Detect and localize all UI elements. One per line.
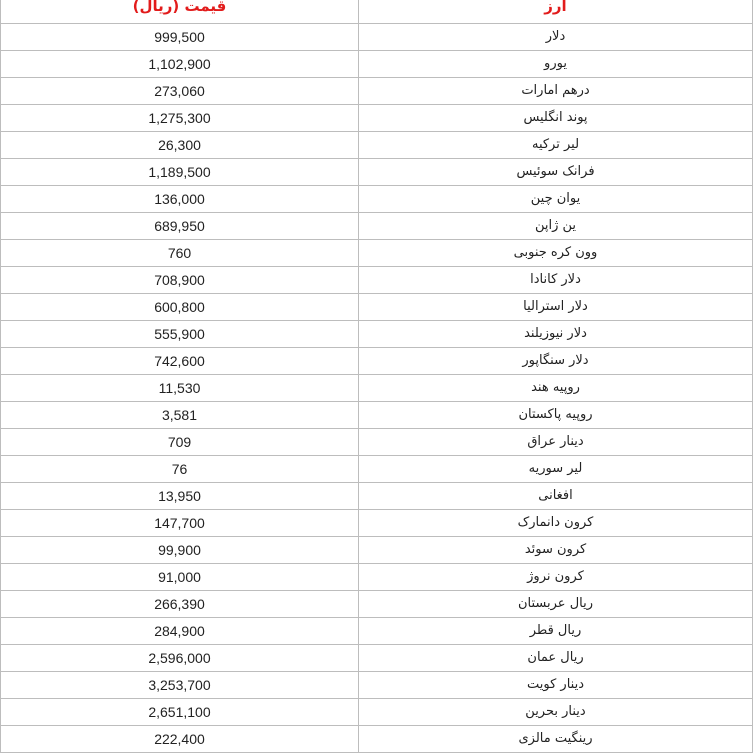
price-cell: 26,300 (1, 132, 359, 159)
currency-cell: فرانک سوئیس (359, 159, 753, 186)
table-row (1, 24, 753, 51)
price-cell: 2,596,000 (1, 645, 359, 672)
table-row (1, 618, 753, 645)
currency-cell: کرون دانمارک (359, 510, 753, 537)
price-cell: 3,581 (1, 402, 359, 429)
table-row (1, 699, 753, 726)
table-row (1, 321, 753, 348)
table-header-row (1, 0, 753, 24)
header-currency: ارز (359, 0, 753, 24)
currency-cell: رینگیت مالزی (359, 726, 753, 753)
price-cell: 99,900 (1, 537, 359, 564)
currency-cell: پوند انگلیس (359, 105, 753, 132)
currency-cell: دینار بحرین (359, 699, 753, 726)
table-row (1, 726, 753, 753)
table-row (1, 564, 753, 591)
table-row (1, 591, 753, 618)
table-row (1, 267, 753, 294)
currency-cell: ریال عمان (359, 645, 753, 672)
price-cell: 266,390 (1, 591, 359, 618)
price-cell: 273,060 (1, 78, 359, 105)
price-cell: 709 (1, 429, 359, 456)
price-cell: 11,530 (1, 375, 359, 402)
price-cell: 708,900 (1, 267, 359, 294)
currency-cell: وون کره جنوبی (359, 240, 753, 267)
table-row (1, 78, 753, 105)
currency-cell: درهم امارات (359, 78, 753, 105)
table-row (1, 213, 753, 240)
currency-cell: دینار عراق (359, 429, 753, 456)
currency-cell: دلار سنگاپور (359, 348, 753, 375)
currency-cell: دلار کانادا (359, 267, 753, 294)
price-cell: 555,900 (1, 321, 359, 348)
currency-cell: ریال عربستان (359, 591, 753, 618)
price-cell: 284,900 (1, 618, 359, 645)
currency-cell: ین ژاپن (359, 213, 753, 240)
currency-cell: کرون نروژ (359, 564, 753, 591)
currency-cell: دینار کویت (359, 672, 753, 699)
table-row (1, 159, 753, 186)
price-cell: 742,600 (1, 348, 359, 375)
table-row (1, 402, 753, 429)
table-row (1, 375, 753, 402)
table-row (1, 456, 753, 483)
table-row (1, 672, 753, 699)
price-cell: 999,500 (1, 24, 359, 51)
currency-cell: ریال قطر (359, 618, 753, 645)
table-row (1, 240, 753, 267)
table-row (1, 483, 753, 510)
currency-cell: لیر سوریه (359, 456, 753, 483)
price-cell: 222,400 (1, 726, 359, 753)
currency-cell: لیر ترکیه (359, 132, 753, 159)
price-cell: 600,800 (1, 294, 359, 321)
header-price: قیمت (ریال) (1, 0, 359, 24)
table-row (1, 132, 753, 159)
price-cell: 3,253,700 (1, 672, 359, 699)
table-row (1, 294, 753, 321)
currency-cell: یوان چین (359, 186, 753, 213)
table-row (1, 186, 753, 213)
currency-cell: روپیه هند (359, 375, 753, 402)
currency-cell: روپیه پاکستان (359, 402, 753, 429)
currency-cell: افغانی (359, 483, 753, 510)
price-cell: 1,275,300 (1, 105, 359, 132)
currency-cell: دلار (359, 24, 753, 51)
table-row (1, 645, 753, 672)
price-cell: 147,700 (1, 510, 359, 537)
price-cell: 760 (1, 240, 359, 267)
currency-cell: کرون سوئد (359, 537, 753, 564)
price-cell: 2,651,100 (1, 699, 359, 726)
table-row (1, 348, 753, 375)
price-cell: 76 (1, 456, 359, 483)
table-row (1, 105, 753, 132)
price-cell: 689,950 (1, 213, 359, 240)
table-row (1, 537, 753, 564)
currency-cell: دلار استرالیا (359, 294, 753, 321)
currency-cell: یورو (359, 51, 753, 78)
price-cell: 136,000 (1, 186, 359, 213)
table-body (1, 24, 753, 753)
table-row (1, 51, 753, 78)
price-cell: 1,189,500 (1, 159, 359, 186)
price-cell: 1,102,900 (1, 51, 359, 78)
table-row (1, 429, 753, 456)
price-cell: 91,000 (1, 564, 359, 591)
currency-cell: دلار نیوزیلند (359, 321, 753, 348)
price-cell: 13,950 (1, 483, 359, 510)
table-row (1, 510, 753, 537)
